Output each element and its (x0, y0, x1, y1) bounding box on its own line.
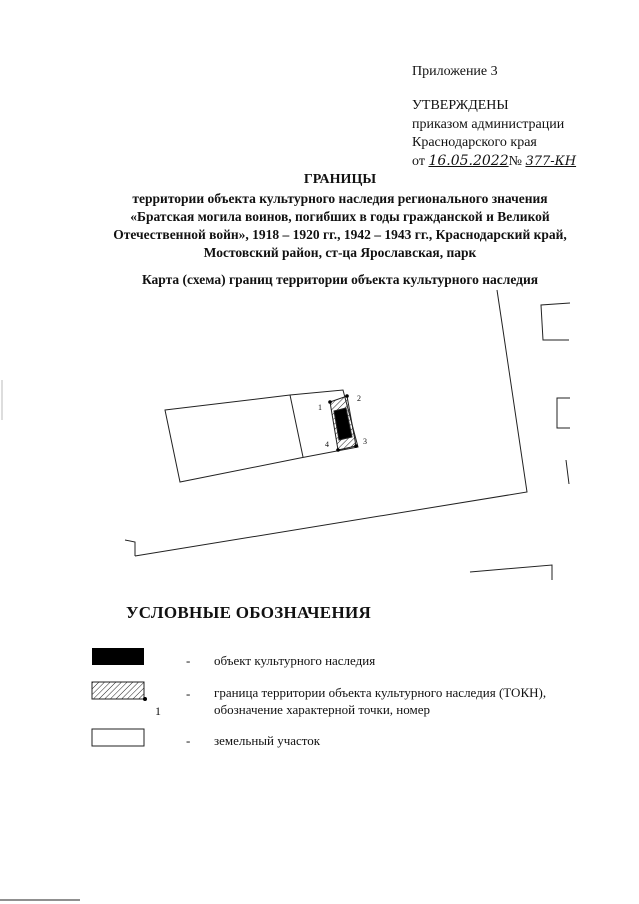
legend-text-tokn-1: граница территории объекта культурного наследия (ТОКН), (214, 685, 547, 700)
map-point-3 (354, 444, 358, 448)
land-parcel (165, 390, 358, 482)
approval-line-2: Краснодарского края (412, 135, 537, 150)
title-line-4: Мостовский район, ст-ца Ярославская, парк (203, 245, 477, 260)
approval-heading: УТВЕРЖДЕНЫ (412, 98, 509, 113)
legend-text-object: объект культурного наследия (214, 653, 376, 668)
legend-dash-3: - (186, 733, 191, 748)
street-line (135, 290, 527, 556)
map-label-4: 4 (325, 440, 329, 449)
number-value: 377-КН (525, 154, 577, 169)
appendix-label: Приложение 3 (412, 64, 498, 79)
title-heading: ГРАНИЦЫ (303, 172, 377, 187)
legend-symbol-tokn (92, 682, 144, 699)
map-label-2: 2 (357, 394, 361, 403)
map-point-2 (345, 394, 349, 398)
legend-point-marker (143, 697, 147, 701)
building-right-3 (566, 460, 569, 484)
legend-symbol-object (92, 648, 144, 665)
title-line-3: Отечественной войн», 1918 – 1920 гг., 1942 – 1943 гг., Краснодарский край, (113, 227, 567, 242)
map-label-1: 1 (318, 403, 322, 412)
title-line-2: «Братская могила воинов, погибших в годы гражданской и Великой (130, 209, 550, 224)
legend-title: УСЛОВНЫЕ ОБОЗНАЧЕНИЯ (126, 603, 372, 622)
title-line-1: территории объекта культурного наследия регионального значения (132, 191, 548, 206)
legend-dash-2: - (186, 686, 191, 701)
approval-line-1: приказом администрации (412, 117, 565, 132)
date-prefix: от (412, 154, 425, 169)
map-label-3: 3 (363, 437, 367, 446)
legend-text-parcel: земельный участок (214, 733, 321, 748)
bottom-right-line (470, 565, 552, 580)
parcel-divider (290, 395, 303, 457)
date-value: 16.05.2022 (428, 153, 509, 169)
building-right-1 (541, 303, 570, 340)
legend-point-label: 1 (155, 704, 161, 718)
legend-symbol-parcel (92, 729, 144, 746)
legend-dash-1: - (186, 653, 191, 668)
street-corner (125, 540, 135, 556)
map-point-4 (336, 448, 340, 452)
map-title: Карта (схема) границ территории объекта культурного наследия (141, 272, 539, 287)
number-prefix: № (508, 154, 522, 169)
map-point-1 (328, 400, 332, 404)
legend-text-tokn-2: обозначение характерной точки, номер (214, 702, 431, 717)
building-right-2 (557, 398, 570, 428)
